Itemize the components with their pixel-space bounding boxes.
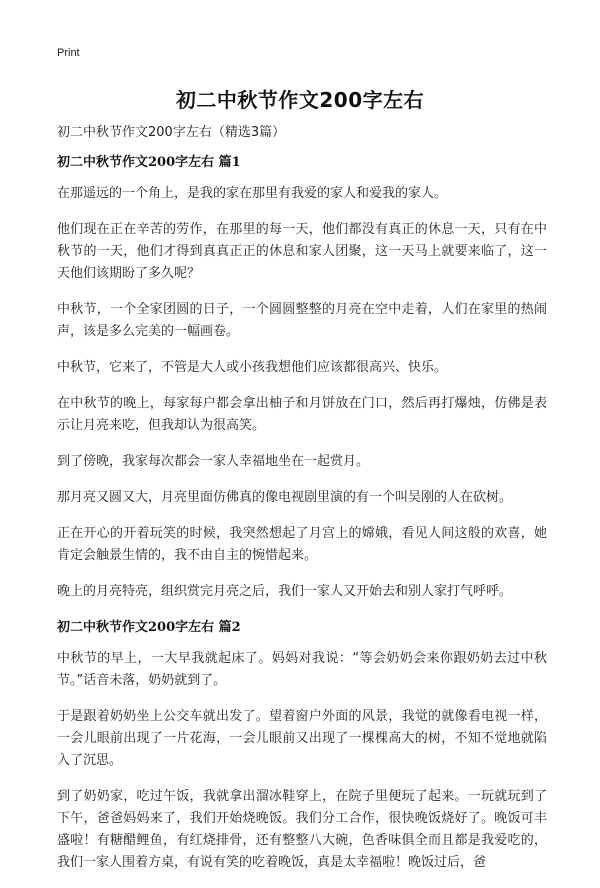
article-subtitle: 初二中秋节作文200字左右（精选3篇） <box>57 125 286 140</box>
print-link[interactable]: Print <box>57 47 80 59</box>
paragraph: 到了傍晚，我家每次都会一家人幸福地坐在一起赏月。 <box>57 454 370 469</box>
paragraph: 到了奶奶家，吃过午饭，我就拿出溜冰鞋穿上，在院子里便玩了起来。一玩就玩到了下午，爸爸妈妈来了，我们开始烧晚饭。我们分工合作，很快晚饭烧好了。晚饭可丰盛啦！有糖醋鲤鱼，有红烧排骨，还有整整八大碗，色香味俱全而且都是我爱吃的，我们一家人围着方桌，有说有笑的吃着晚饭，真是太幸福啦！晚饭过后，爸 <box>57 789 547 870</box>
section-heading: 初二中秋节作文200字左右 篇2 <box>57 620 241 635</box>
paragraph: 晚上的月亮特亮，组织赏完月亮之后，我们一家人又开始去和别人家打气呼呼。 <box>57 584 513 599</box>
paragraph: 中秋节，它来了，不管是大人或小孩我想他们应该都很高兴、快乐。 <box>57 360 448 375</box>
paragraph: 在中秋节的晚上，每家每户都会拿出柚子和月饼放在门口，然后再打爆烛，仿佛是表示让月亮来吃，但我却认为很高笑。 <box>57 396 547 433</box>
paragraph: 中秋节的早上，一大早我就起床了。妈妈对我说：“等会奶奶会来你跟奶奶去过中秋节。”话音未落，奶奶就到了。 <box>57 651 547 688</box>
paragraph: 那月亮又圆又大，月亮里面仿佛真的像电视剧里演的有一个叫吴刚的人在砍树。 <box>57 490 513 505</box>
paragraph: 他们现在正在辛苦的劳作，在那里的每一天，他们都没有真正的休息一天，只有在中秋节的一天，他们才得到真真正正的休息和家人团聚，这一天马上就要来临了，这一天他们该期盼了多久呢？ <box>57 222 547 281</box>
section-heading: 初二中秋节作文200字左右 篇1 <box>57 155 241 170</box>
paragraph: 正在开心的开着玩笑的时候，我突然想起了月宫上的嫦娥，看见人间这般的欢喜，她肯定会触景生情的，我不由自主的惋惜起来。 <box>57 526 547 563</box>
article-body <box>57 122 547 888</box>
paragraph: 在那遥远的一个角上，是我的家在那里有我爱的家人和爱我的家人。 <box>57 186 448 201</box>
paragraph: 于是跟着奶奶坐上公交车就出发了。望着窗户外面的风景，我觉的就像看电视一样，一会儿眼前出现了一片花海，一会儿眼前又出现了一棵棵高大的树，不知不觉地就陷入了沉思。 <box>57 709 547 768</box>
page-title: 初二中秋节作文200字左右 <box>175 88 425 112</box>
paragraph: 中秋节，一个全家团圆的日子，一个圆圆整整的月亮在空中走着，人们在家里的热闹声，该是多么完美的一幅画卷。 <box>57 302 547 339</box>
